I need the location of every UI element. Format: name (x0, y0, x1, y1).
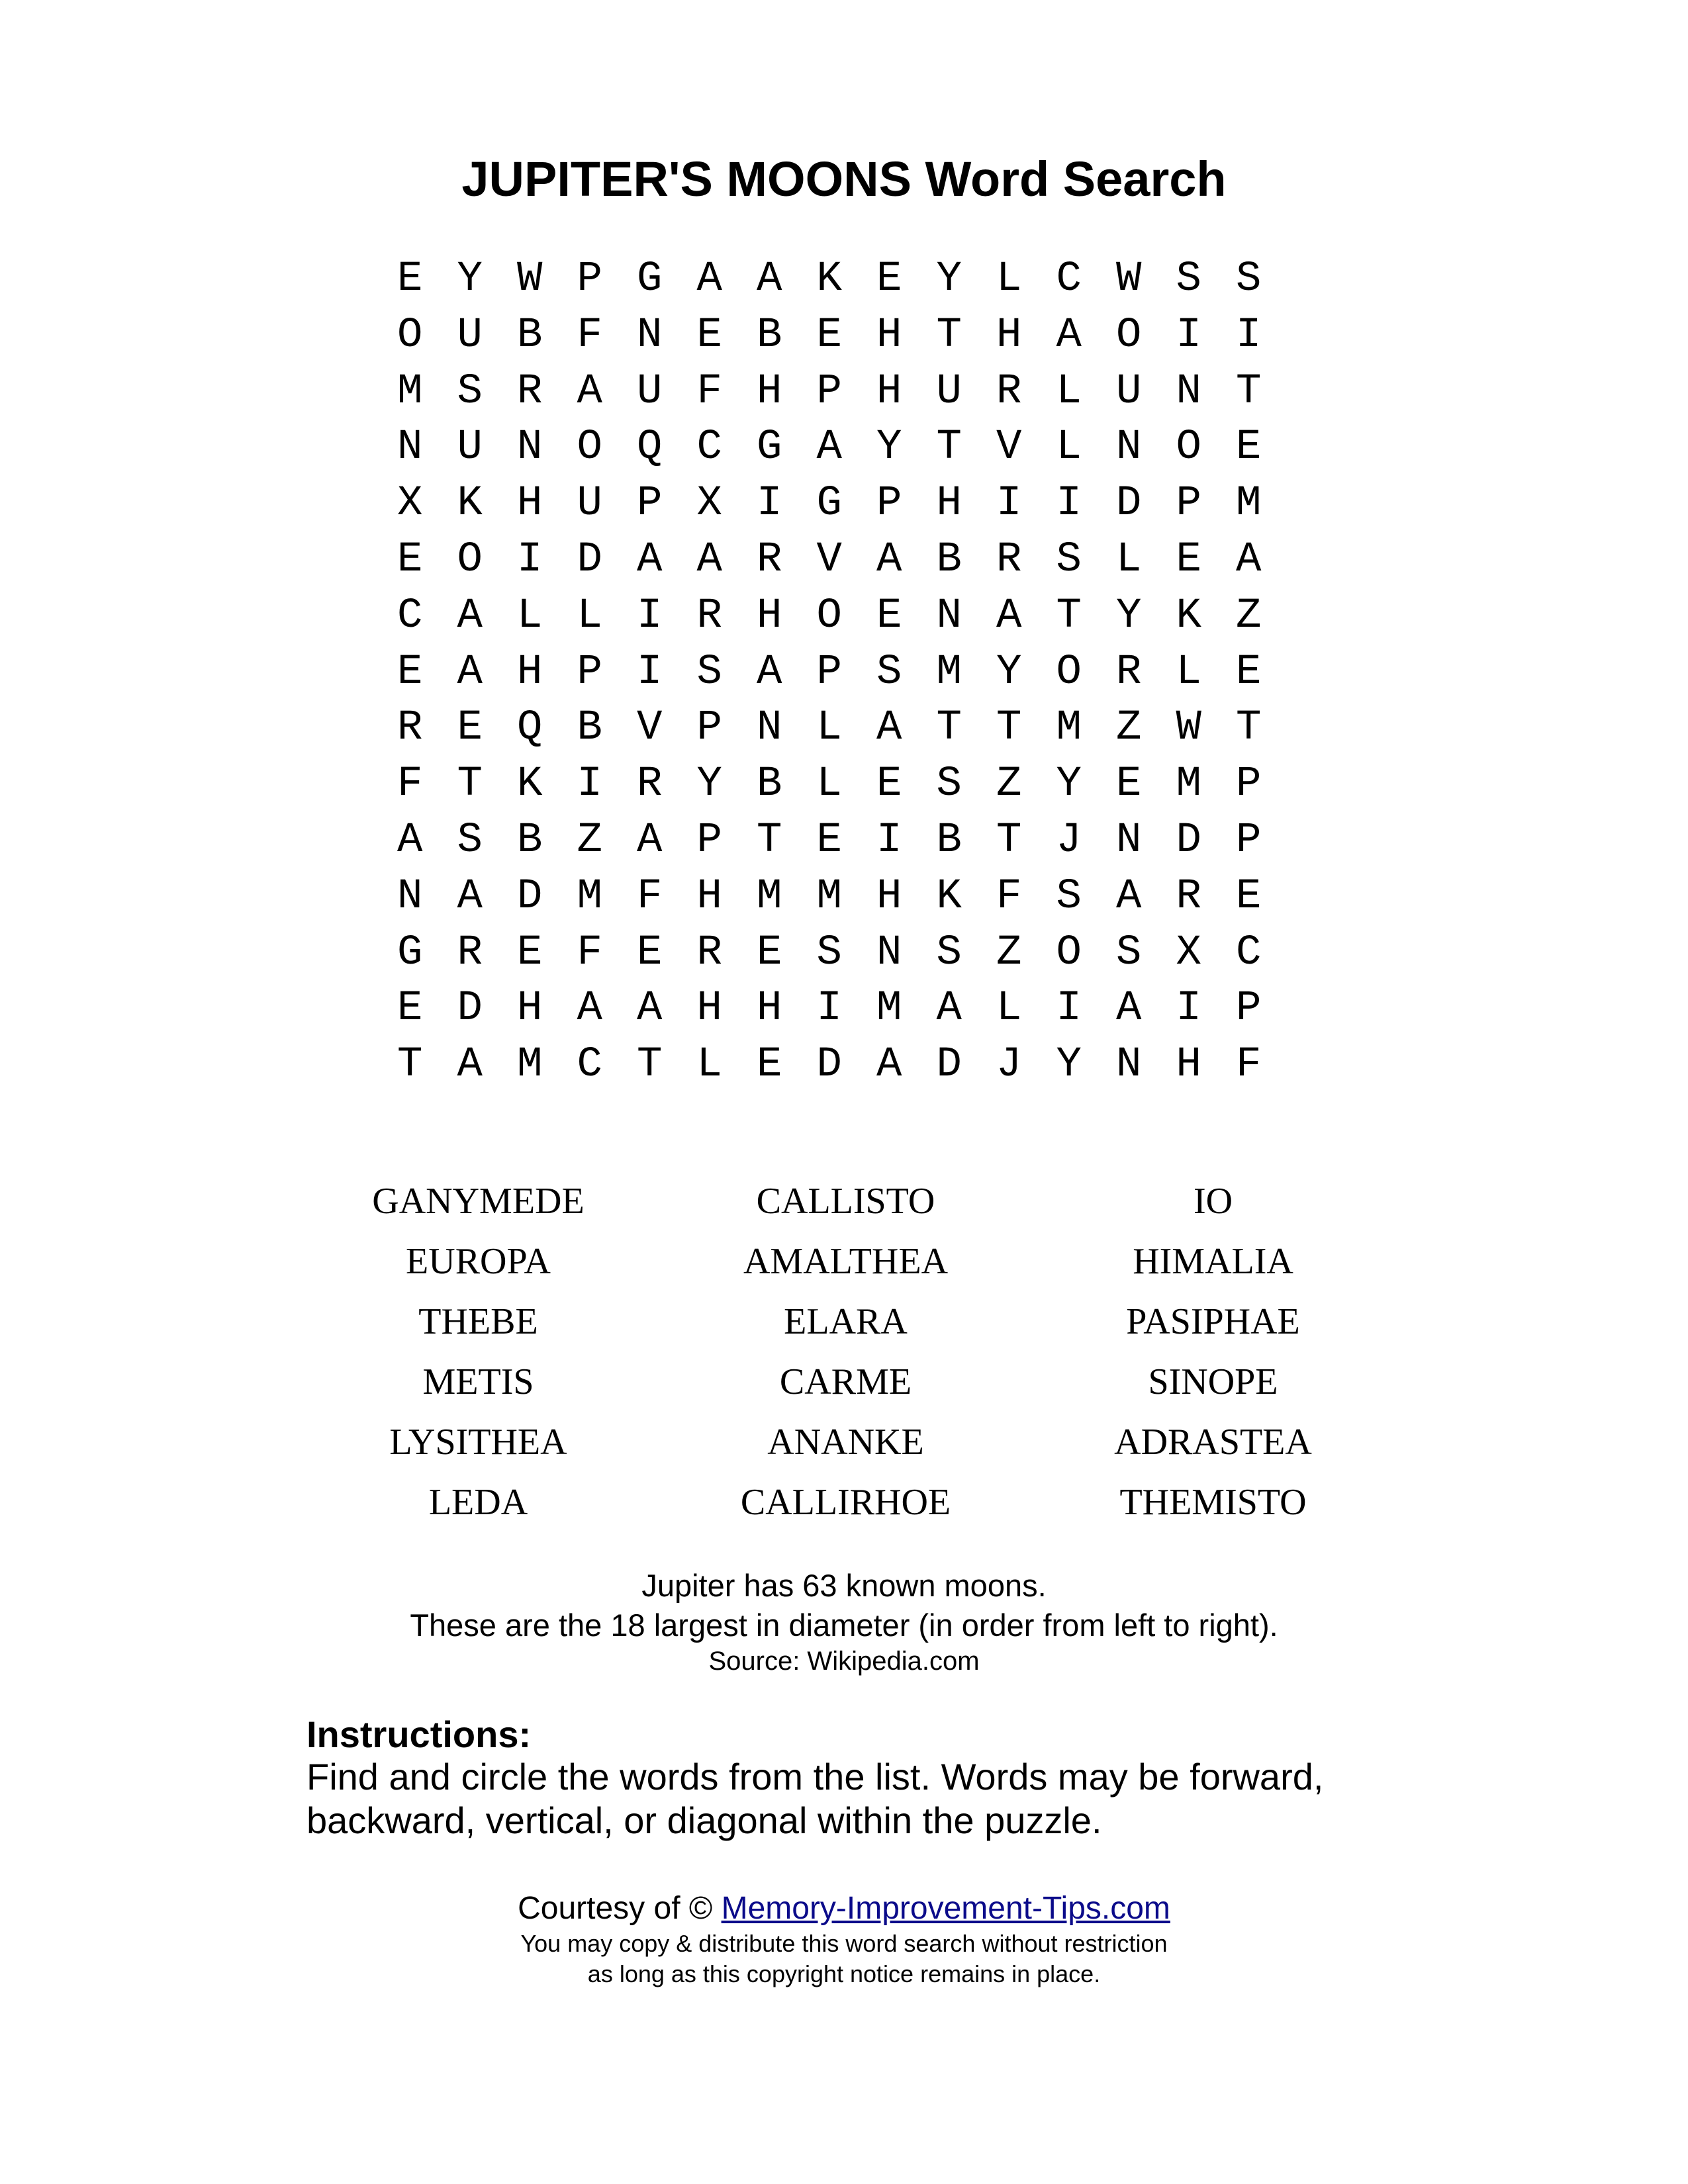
grid-cell: R (1176, 872, 1201, 921)
grid-cell: A (637, 535, 663, 584)
word-list-item: AMALTHEA (743, 1241, 949, 1282)
grid-cell: S (936, 929, 962, 977)
grid-cell: L (1176, 648, 1201, 696)
grid-cell: K (1176, 592, 1201, 640)
grid-cell: P (1236, 816, 1262, 864)
grid-cell: A (1236, 535, 1262, 584)
grid-cell: A (876, 704, 902, 752)
grid-cell: I (1056, 985, 1082, 1033)
grid-cell: O (816, 592, 842, 640)
word-list (295, 1171, 1397, 1533)
word-list-item: THEMISTO (1119, 1482, 1307, 1523)
grid-cell: T (936, 311, 962, 359)
grid-cell: D (816, 1041, 842, 1089)
grid-cell: S (1176, 255, 1201, 303)
word-list-item: METIS (422, 1361, 534, 1402)
grid-cell: P (637, 480, 663, 528)
grid-cell: N (876, 929, 902, 977)
grid-cell: D (936, 1041, 962, 1089)
grid-cell: C (397, 592, 423, 640)
grid-cell: K (457, 480, 483, 528)
grid-cell: A (876, 1041, 902, 1089)
moons-count-note: Jupiter has 63 known moons. (641, 1568, 1047, 1603)
grid-cell: P (1236, 985, 1262, 1033)
word-list-item: CALLIRHOE (740, 1482, 951, 1523)
grid-cell: L (1116, 535, 1142, 584)
grid-cell: H (996, 311, 1022, 359)
grid-cell: Y (696, 760, 722, 809)
source-note: Source: Wikipedia.com (708, 1647, 980, 1676)
grid-cell: A (577, 985, 602, 1033)
grid-cell: K (816, 255, 842, 303)
grid-cell: J (1056, 816, 1082, 864)
grid-cell: E (397, 255, 423, 303)
grid-cell: I (757, 480, 782, 528)
grid-cell: I (816, 985, 842, 1033)
word-list-item: LEDA (428, 1482, 528, 1523)
grid-cell: O (1056, 929, 1082, 977)
grid-cell: V (637, 704, 663, 752)
grid-cell: Y (936, 255, 962, 303)
grid-cell: I (517, 535, 543, 584)
grid-cell: H (936, 480, 962, 528)
grid-cell: P (876, 480, 902, 528)
grid-cell: A (577, 367, 602, 416)
grid-cell: V (816, 535, 842, 584)
grid-cell: A (936, 985, 962, 1033)
grid-cell: R (757, 535, 782, 584)
grid-cell: T (996, 816, 1022, 864)
grid-cell: H (696, 985, 722, 1033)
grid-cell: A (457, 648, 483, 696)
grid-cell: Z (996, 929, 1022, 977)
grid-cell: O (397, 311, 423, 359)
grid-cell: A (457, 872, 483, 921)
grid-cell: N (397, 872, 423, 921)
grid-cell: S (696, 648, 722, 696)
grid-cell: Y (996, 648, 1022, 696)
grid-cell: H (757, 367, 782, 416)
grid-cell: G (397, 929, 423, 977)
grid-cell: N (1116, 424, 1142, 472)
grid-cell: A (637, 816, 663, 864)
grid-cell: S (1236, 255, 1262, 303)
grid-cell: U (457, 311, 483, 359)
grid-cell: M (1236, 480, 1262, 528)
grid-cell: R (696, 929, 722, 977)
grid-cell: N (517, 424, 543, 472)
grid-cell: M (1176, 760, 1201, 809)
grid-cell: F (1236, 1041, 1262, 1089)
grid-cell: G (637, 255, 663, 303)
grid-cell: Z (1116, 704, 1142, 752)
grid-cell: M (757, 872, 782, 921)
grid-cell: J (996, 1041, 1022, 1089)
grid-cell: A (1116, 985, 1142, 1033)
grid-cell: S (457, 816, 483, 864)
grid-cell: E (1176, 535, 1201, 584)
grid-cell: A (397, 816, 423, 864)
grid-cell: O (1176, 424, 1201, 472)
word-list-item: ELARA (784, 1301, 908, 1342)
grid-cell: W (1176, 704, 1201, 752)
grid-cell: H (517, 985, 543, 1033)
grid-cell: H (517, 648, 543, 696)
grid-cell: G (816, 480, 842, 528)
grid-cell: B (517, 816, 543, 864)
grid-cell: R (517, 367, 543, 416)
word-list-item: CALLISTO (756, 1181, 935, 1222)
grid-cell: L (1056, 424, 1082, 472)
grid-cell: P (816, 648, 842, 696)
grid-cell: B (757, 311, 782, 359)
grid-cell: E (397, 535, 423, 584)
grid-cell: P (1176, 480, 1201, 528)
grid-cell: W (1116, 255, 1142, 303)
grid-cell: L (517, 592, 543, 640)
grid-cell: U (637, 367, 663, 416)
grid-cell: P (696, 816, 722, 864)
grid-cell: U (1116, 367, 1142, 416)
grid-cell: E (517, 929, 543, 977)
grid-cell: A (757, 648, 782, 696)
grid-cell: M (1056, 704, 1082, 752)
grid-cell: N (397, 424, 423, 472)
grid-cell: F (577, 929, 602, 977)
grid-cell: T (996, 704, 1022, 752)
grid-cell: I (637, 592, 663, 640)
grid-cell: T (457, 760, 483, 809)
grid-cell: Y (876, 424, 902, 472)
grid-cell: G (757, 424, 782, 472)
grid-cell: R (696, 592, 722, 640)
grid-cell: A (996, 592, 1022, 640)
grid-cell: N (1116, 1041, 1142, 1089)
grid-cell: A (757, 255, 782, 303)
courtesy-prefix: Courtesy of © (518, 1891, 722, 1926)
grid-cell: H (876, 367, 902, 416)
grid-cell: R (1116, 648, 1142, 696)
grid-cell: N (637, 311, 663, 359)
grid-cell: E (1236, 648, 1262, 696)
grid-cell: K (936, 872, 962, 921)
grid-cell: I (876, 816, 902, 864)
grid-cell: O (577, 424, 602, 472)
grid-cell: P (577, 255, 602, 303)
grid-cell: N (936, 592, 962, 640)
word-list-item: GANYMEDE (372, 1181, 585, 1222)
grid-cell: N (757, 704, 782, 752)
grid-cell: B (517, 311, 543, 359)
grid-cell: E (757, 1041, 782, 1089)
grid-cell: Z (996, 760, 1022, 809)
courtesy-line (0, 1890, 1688, 1927)
grid-cell: T (1236, 367, 1262, 416)
grid-cell: B (936, 816, 962, 864)
grid-cell: S (1116, 929, 1142, 977)
grid-cell: C (1056, 255, 1082, 303)
grid-cell: L (816, 704, 842, 752)
grid-cell: Q (517, 704, 543, 752)
grid-cell: M (936, 648, 962, 696)
grid-cell: F (577, 311, 602, 359)
grid-cell: I (996, 480, 1022, 528)
grid-cell: E (397, 985, 423, 1033)
grid-cell: R (996, 535, 1022, 584)
grid-cell: H (696, 872, 722, 921)
grid-cell: U (457, 424, 483, 472)
grid-cell: F (696, 367, 722, 416)
grid-cell: F (637, 872, 663, 921)
grid-cell: H (1176, 1041, 1201, 1089)
grid-cell: I (1176, 985, 1201, 1033)
word-list-item: EUROPA (406, 1241, 551, 1282)
grid-cell: F (397, 760, 423, 809)
word-list-item: THEBE (418, 1301, 538, 1342)
grid-cell: U (936, 367, 962, 416)
grid-cell: A (457, 592, 483, 640)
word-list-item: PASIPHAE (1126, 1301, 1300, 1342)
grid-cell: C (696, 424, 722, 472)
grid-cell: K (517, 760, 543, 809)
grid-cell: R (996, 367, 1022, 416)
grid-cell: W (517, 255, 543, 303)
grid-cell: Q (637, 424, 663, 472)
grid-cell: H (517, 480, 543, 528)
grid-cell: L (996, 985, 1022, 1033)
grid-cell: T (936, 704, 962, 752)
grid-cell: B (936, 535, 962, 584)
grid-cell: T (1236, 704, 1262, 752)
grid-cell: M (517, 1041, 543, 1089)
word-list-item: IO (1193, 1181, 1233, 1222)
grid-cell: T (397, 1041, 423, 1089)
grid-cell: D (577, 535, 602, 584)
word-list-item: SINOPE (1148, 1361, 1278, 1402)
grid-cell: I (1056, 480, 1082, 528)
letter-grid (380, 251, 1279, 1093)
grid-cell: M (397, 367, 423, 416)
word-list-item: HIMALIA (1133, 1241, 1293, 1282)
grid-cell: A (1116, 872, 1142, 921)
grid-cell: H (757, 592, 782, 640)
grid-cell: C (577, 1041, 602, 1089)
grid-cell: P (577, 648, 602, 696)
grid-cell: S (816, 929, 842, 977)
grid-cell: Y (1056, 760, 1082, 809)
grid-cell: D (457, 985, 483, 1033)
instructions-heading: Instructions: (306, 1713, 532, 1755)
grid-cell: L (696, 1041, 722, 1089)
grid-cell: A (696, 535, 722, 584)
grid-cell: Y (1116, 592, 1142, 640)
grid-cell: A (457, 1041, 483, 1089)
instructions-body: Find and circle the words from the list. Words may be forward, backward, vertical, or diagonal within the puzzle. (306, 1756, 1324, 1841)
grid-cell: F (996, 872, 1022, 921)
grid-cell: L (996, 255, 1022, 303)
word-list-item: ANANKE (767, 1422, 924, 1463)
copyright-notice-line2: as long as this copyright notice remains in place. (587, 1960, 1101, 1987)
grid-cell: E (1236, 424, 1262, 472)
grid-cell: B (757, 760, 782, 809)
grid-cell: Z (1236, 592, 1262, 640)
grid-cell: E (876, 255, 902, 303)
grid-cell: I (1176, 311, 1201, 359)
word-list-item: ADRASTEA (1114, 1422, 1312, 1463)
grid-cell: E (876, 592, 902, 640)
grid-cell: N (1116, 816, 1142, 864)
grid-cell: S (457, 367, 483, 416)
grid-cell: D (1176, 816, 1201, 864)
grid-cell: A (816, 424, 842, 472)
grid-cell: O (1056, 648, 1082, 696)
grid-cell: B (577, 704, 602, 752)
grid-cell: E (397, 648, 423, 696)
grid-cell: S (1056, 535, 1082, 584)
grid-cell: E (457, 704, 483, 752)
grid-cell: E (816, 816, 842, 864)
grid-cell: I (577, 760, 602, 809)
grid-cell: T (1056, 592, 1082, 640)
grid-cell: E (696, 311, 722, 359)
grid-cell: X (397, 480, 423, 528)
copyright-notice-line1: You may copy & distribute this word search without restriction (520, 1930, 1168, 1957)
grid-cell: T (757, 816, 782, 864)
grid-cell: E (816, 311, 842, 359)
grid-cell: H (757, 985, 782, 1033)
grid-cell: Y (457, 255, 483, 303)
page-title: JUPITER'S MOONS Word Search (461, 152, 1227, 206)
grid-cell: R (457, 929, 483, 977)
grid-cell: L (1056, 367, 1082, 416)
courtesy-link[interactable]: Memory-Improvement-Tips.com (721, 1891, 1170, 1926)
grid-cell: M (876, 985, 902, 1033)
grid-cell: E (1116, 760, 1142, 809)
grid-cell: H (876, 311, 902, 359)
grid-cell: H (876, 872, 902, 921)
grid-cell: E (757, 929, 782, 977)
grid-cell: P (696, 704, 722, 752)
grid-cell: E (637, 929, 663, 977)
grid-cell: E (1236, 872, 1262, 921)
grid-cell: A (696, 255, 722, 303)
grid-cell: S (876, 648, 902, 696)
grid-cell: S (936, 760, 962, 809)
word-list-item: CARME (779, 1361, 912, 1402)
grid-cell: P (816, 367, 842, 416)
grid-cell: R (637, 760, 663, 809)
grid-cell: V (996, 424, 1022, 472)
grid-cell: N (1176, 367, 1201, 416)
grid-cell: P (1236, 760, 1262, 809)
grid-cell: L (577, 592, 602, 640)
grid-cell: M (577, 872, 602, 921)
grid-cell: D (1116, 480, 1142, 528)
grid-cell: I (1236, 311, 1262, 359)
word-list-item: LYSITHEA (389, 1422, 567, 1463)
grid-cell: O (457, 535, 483, 584)
grid-cell: R (397, 704, 423, 752)
grid-cell: C (1236, 929, 1262, 977)
grid-cell: Z (577, 816, 602, 864)
moons-order-note: These are the 18 largest in diameter (in order from left to right). (410, 1608, 1278, 1643)
grid-cell: E (876, 760, 902, 809)
grid-cell: O (1116, 311, 1142, 359)
grid-cell: D (517, 872, 543, 921)
grid-cell: X (1176, 929, 1201, 977)
grid-cell: Y (1056, 1041, 1082, 1089)
grid-cell: I (637, 648, 663, 696)
grid-cell: L (816, 760, 842, 809)
grid-cell: A (1056, 311, 1082, 359)
grid-cell: A (876, 535, 902, 584)
grid-cell: T (637, 1041, 663, 1089)
grid-cell: M (816, 872, 842, 921)
grid-cell: S (1056, 872, 1082, 921)
grid-cell: U (577, 480, 602, 528)
grid-cell: T (936, 424, 962, 472)
grid-cell: X (696, 480, 722, 528)
grid-cell: A (637, 985, 663, 1033)
